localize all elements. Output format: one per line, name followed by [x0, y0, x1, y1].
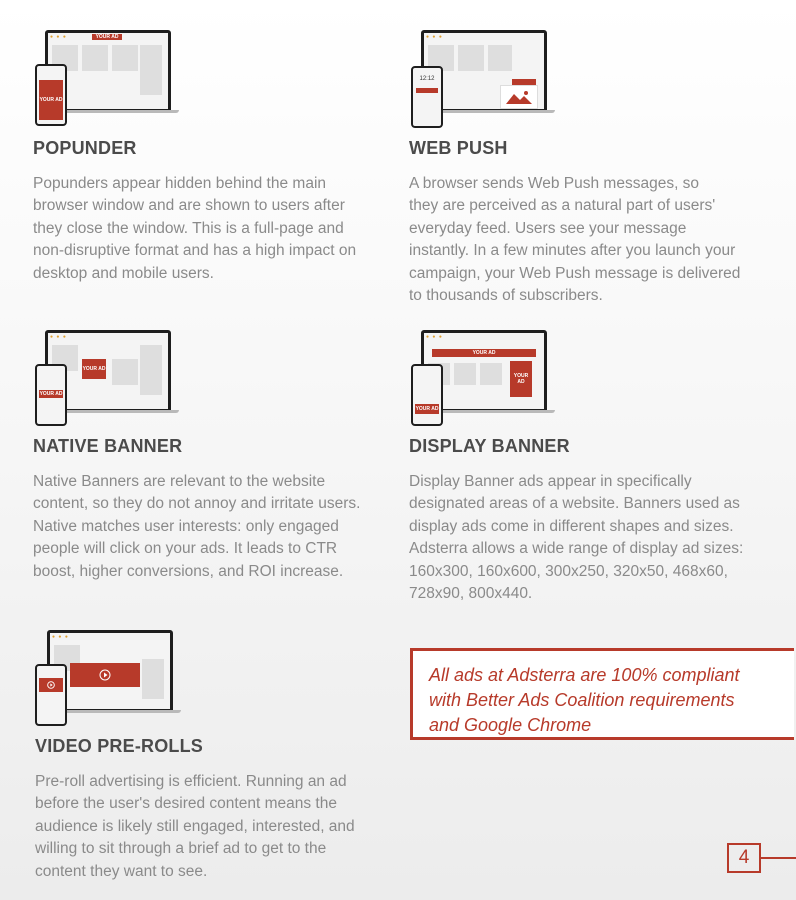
ad-label: YOUR AD — [432, 349, 536, 357]
native-banner-illustration: ● ● ● YOUR AD YOUR AD — [33, 330, 178, 428]
phone-ad-label: YOUR AD — [39, 80, 63, 120]
phone-ad-label: YOUR AD — [39, 391, 63, 397]
section-description: Popunders appear hidden behind the main browser window and are shown to users after they close the window. This is a full-page and non-disruptive format and has a high impact on desktop and mobile users. — [33, 175, 357, 282]
section-description: Native Banners are relevant to the website content, so they do not annoy and irritate users. Native matches user interests: only engaged people will click on your ads. It leads to CTR boost, higher conversions, and ROI increase. — [33, 473, 361, 580]
web-push-illustration: ● ● ● 12:12 — [409, 30, 554, 128]
page-number: 4 — [727, 843, 761, 873]
section-title: POPUNDER — [33, 138, 137, 158]
compliance-notice — [410, 648, 794, 740]
section-title: WEB PUSH — [409, 138, 508, 158]
play-icon — [99, 669, 111, 681]
phone-ad-label: YOUR AD — [415, 406, 439, 412]
section-native-banner — [33, 330, 393, 580]
section-title: DISPLAY BANNER — [409, 436, 570, 456]
section-title: NATIVE BANNER — [33, 436, 183, 456]
phone-play-icon — [47, 681, 55, 689]
side-ad-label: YOUR AD — [510, 361, 532, 397]
phone-clock: 12:12 — [419, 76, 435, 82]
section-popunder — [33, 30, 393, 280]
ad-label: YOUR AD — [92, 34, 122, 40]
section-description: Pre-roll advertising is efficient. Running an ad before the user's desired content means the audience is likely still engaged, interested, and willing to sit through a brief ad to get to the content they want to see. — [35, 773, 355, 880]
page-number-rule — [761, 857, 796, 859]
ad-label: YOUR AD — [82, 359, 106, 379]
mountain-icon — [504, 89, 534, 105]
section-web-push — [409, 30, 769, 310]
notice-line: with Better Ads Coalition requirements — [429, 690, 735, 710]
notice-line: and Google Chrome — [429, 715, 592, 735]
section-title: VIDEO PRE-ROLLS — [35, 736, 204, 756]
section-description: Display Banner ads appear in specifically designated areas of a website. Banners used as display ads come in different shapes and sizes. Adsterra allows a wide range of display ad sizes: 160x300, 160x600, 300x250, 320x50, 468x60, 728x90, 800x440. — [409, 473, 744, 603]
display-banner-illustration: ● ● ● YOUR AD YOUR AD YOUR AD — [409, 330, 554, 428]
section-video-prerolls — [35, 630, 395, 890]
notice-line: All ads at Adsterra are 100% compliant — [429, 665, 740, 685]
popunder-illustration: ● ● ● YOUR AD YOUR AD — [33, 30, 178, 128]
section-display-banner — [409, 330, 769, 610]
video-preroll-illustration: ● ● ● — [35, 630, 180, 728]
section-description: A browser sends Web Push messages, so they are perceived as a natural part of users' everyday feed. Users see your message instantly. In a few minutes after you launch your campaign, your Web Push message is delivered to thousands of subscribers. — [409, 175, 741, 305]
